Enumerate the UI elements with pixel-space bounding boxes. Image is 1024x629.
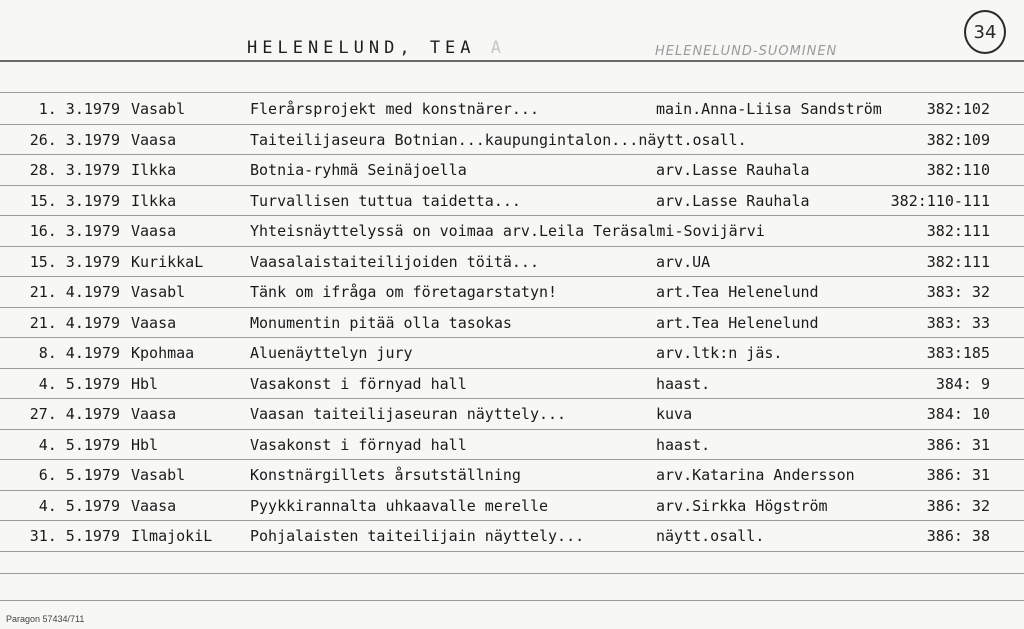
entry-date: 31. 5.1979	[29, 527, 120, 545]
entry-newspaper: Hbl	[131, 435, 159, 454]
table-row	[0, 338, 1024, 369]
entry-date: 4. 5.1979	[38, 435, 120, 454]
entry-title: Pyykkirannalta uhkaavalle merelle	[250, 496, 549, 515]
entry-newspaper: Vaasa	[131, 496, 177, 515]
entry-date: 27. 4.1979	[29, 405, 120, 423]
entry-date: 4. 5.1979	[38, 496, 120, 515]
entry-note: arv.ltk:n jäs.	[656, 344, 783, 362]
table-row	[0, 460, 1024, 491]
entry-note: art.Tea Helenelund	[656, 283, 819, 301]
table-row	[0, 247, 1024, 278]
entry-reference: 382:109	[926, 130, 990, 149]
entry-date: 4. 5.1979	[38, 374, 120, 393]
entry-date: 21. 4.1979	[29, 283, 120, 301]
table-row	[0, 491, 1024, 522]
entry-reference: 386: 31	[926, 435, 990, 454]
entry-date: 6. 5.1979	[38, 466, 120, 484]
entry-reference: 382:111	[926, 252, 990, 271]
entry-date: 26. 3.1979	[29, 130, 120, 149]
entry-newspaper: Ilkka	[131, 191, 177, 210]
entry-reference: 384: 9	[935, 374, 990, 393]
entry-note: main.Anna-Liisa Sandström	[656, 100, 882, 118]
entry-reference: 386: 32	[926, 496, 990, 515]
faint-letter: A	[490, 38, 502, 58]
entry-reference: 382:110-111	[890, 191, 990, 210]
rule	[0, 573, 1024, 574]
entry-newspaper: Vasabl	[131, 466, 186, 484]
entry-date: 21. 4.1979	[29, 313, 120, 332]
entry-title: Tänk om ifråga om företagarstatyn!	[250, 283, 558, 301]
entry-date: 1. 3.1979	[38, 100, 120, 118]
card-number: 34	[973, 21, 997, 43]
entry-reference: 386: 31	[926, 466, 990, 484]
entry-newspaper: Hbl	[131, 374, 159, 393]
table-row	[0, 277, 1024, 308]
entry-note: haast.	[656, 435, 711, 454]
artist-name: HELENELUND, TEA	[247, 38, 476, 58]
entry-title: Vaasalaistaiteilijoiden töitä...	[250, 252, 539, 271]
entry-note: arv.UA	[656, 252, 711, 271]
entry-newspaper: IlmajokiL	[131, 527, 213, 545]
table-row	[0, 399, 1024, 430]
entry-note: näytt.osall.	[656, 527, 765, 545]
card-number-circle	[964, 10, 1006, 54]
entry-newspaper: Vaasa	[131, 130, 177, 149]
entry-date: 15. 3.1979	[29, 252, 120, 271]
table-row	[0, 155, 1024, 186]
entry-note: arv.Sirkka Högström	[656, 496, 828, 515]
entry-newspaper: Vaasa	[131, 222, 177, 240]
entry-title: Vasakonst i förnyad hall	[250, 374, 467, 393]
table-row	[0, 521, 1024, 552]
entry-title: Konstnärgillets årsutställning	[250, 466, 521, 484]
entry-note: art.Tea Helenelund	[656, 313, 819, 332]
entry-reference: 382:110	[926, 161, 990, 179]
entry-note: arv.Katarina Andersson	[656, 466, 855, 484]
table-row	[0, 186, 1024, 217]
entry-note: arv.Lasse Rauhala	[656, 161, 810, 179]
entry-reference: 382:111	[926, 222, 990, 240]
print-mark: Paragon 57434/711	[6, 614, 85, 624]
entry-newspaper: Vasabl	[131, 283, 186, 301]
entry-note: kuva	[656, 405, 693, 423]
entry-title: Pohjalaisten taiteilijain näyttely...	[250, 527, 585, 545]
entry-title: Vasakonst i förnyad hall	[250, 435, 467, 454]
entry-date: 16. 3.1979	[29, 222, 120, 240]
entry-reference: 383: 33	[926, 313, 990, 332]
entry-newspaper: Kpohmaa	[131, 344, 195, 362]
entry-note: haast.	[656, 374, 711, 393]
entry-date: 15. 3.1979	[29, 191, 120, 210]
entry-newspaper: Vasabl	[131, 100, 186, 118]
table-row	[0, 430, 1024, 461]
table-row	[0, 216, 1024, 247]
entry-title: Botnia-ryhmä Seinäjoella	[250, 161, 467, 179]
rule	[0, 92, 1024, 93]
entry-title: Yhteisnäyttelyssä on voimaa arv.Leila Teräsalmi-Sovijärvi	[250, 222, 765, 240]
entry-title: Flerårsprojekt med konstnärer...	[250, 100, 539, 118]
entry-list	[0, 94, 1024, 552]
handwritten-note: HELENELUND-SUOMINEN	[655, 44, 838, 59]
entry-title: Vaasan taiteilijaseuran näyttely...	[250, 405, 567, 423]
entry-reference: 384: 10	[926, 405, 990, 423]
entry-reference: 383: 32	[926, 283, 990, 301]
entry-date: 28. 3.1979	[29, 161, 120, 179]
entry-newspaper: Vaasa	[131, 405, 177, 423]
table-row	[0, 94, 1024, 125]
entry-reference: 382:102	[926, 100, 990, 118]
entry-newspaper: Ilkka	[131, 161, 177, 179]
entry-newspaper: Vaasa	[131, 313, 177, 332]
entry-title: Monumentin pitää olla tasokas	[250, 313, 512, 332]
entry-reference: 383:185	[926, 344, 990, 362]
entry-reference: 386: 38	[926, 527, 990, 545]
table-row	[0, 308, 1024, 339]
entry-title: Turvallisen tuttua taidetta...	[250, 191, 521, 210]
card-title	[247, 38, 501, 58]
header-rule	[0, 60, 1024, 62]
table-row	[0, 369, 1024, 400]
entry-note: arv.Lasse Rauhala	[656, 191, 810, 210]
rule	[0, 551, 1024, 552]
entry-newspaper: KurikkaL	[131, 252, 204, 271]
entry-title: Aluenäyttelyn jury	[250, 344, 413, 362]
table-row	[0, 125, 1024, 156]
entry-date: 8. 4.1979	[38, 344, 120, 362]
rule	[0, 600, 1024, 601]
entry-title: Taiteilijaseura Botnian...kaupungintalon...näytt.osall.	[250, 130, 747, 149]
